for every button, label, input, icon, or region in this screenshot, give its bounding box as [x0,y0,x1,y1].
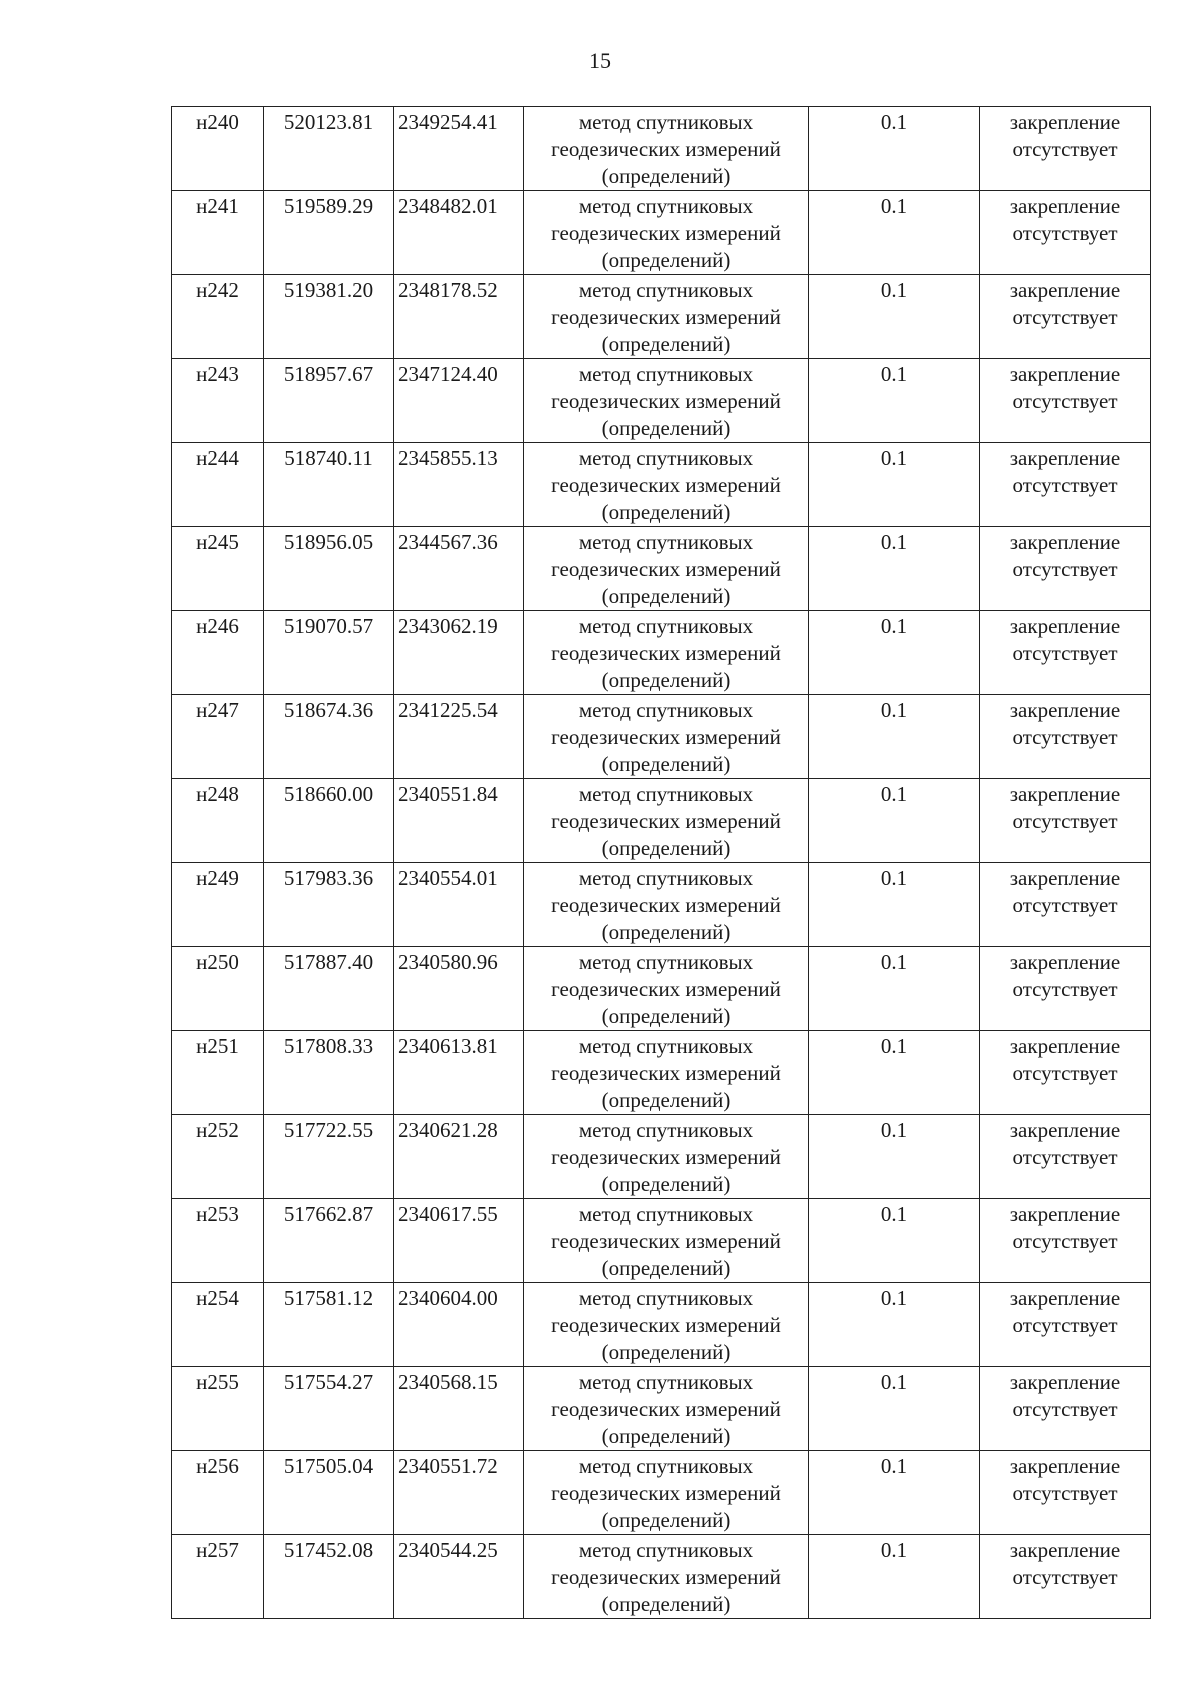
method-line: (определений) [601,668,731,692]
method-line: метод спутниковых [578,1118,754,1142]
fixing-cell [980,863,1151,947]
coordinates-table [171,106,1151,1619]
method-cell [524,1535,809,1619]
point-name-cell: н251 [172,1031,264,1115]
method-cell [524,1367,809,1451]
fixing-line: отсутствует [1012,137,1118,161]
point-name-cell: н252 [172,1115,264,1199]
fixing-cell [980,191,1151,275]
table-row [172,1199,1151,1283]
fixing-cell [980,1199,1151,1283]
table-row [172,1367,1151,1451]
accuracy-cell: 0.1 [809,611,980,695]
accuracy-cell: 0.1 [809,695,980,779]
method-cell [524,275,809,359]
x-coordinate-cell: 518957.67 [264,359,394,443]
fixing-line: закрепление [1009,530,1121,554]
point-name-cell: н256 [172,1451,264,1535]
point-name-cell: н245 [172,527,264,611]
method-line: (определений) [601,164,731,188]
fixing-line: отсутствует [1012,389,1118,413]
method-cell [524,1451,809,1535]
x-coordinate-cell: 517662.87 [264,1199,394,1283]
fixing-cell [980,947,1151,1031]
method-cell [524,1199,809,1283]
fixing-line: закрепление [1009,194,1121,218]
method-cell [524,611,809,695]
y-coordinate-cell: 2349254.41 [394,107,524,191]
x-coordinate-cell: 519589.29 [264,191,394,275]
method-cell [524,947,809,1031]
method-line: геодезических измерений [551,1481,781,1505]
fixing-line: закрепление [1009,866,1121,890]
point-name-cell: н254 [172,1283,264,1367]
method-line: метод спутниковых [578,1538,754,1562]
fixing-line: закрепление [1009,1538,1121,1562]
fixing-line: закрепление [1009,782,1121,806]
method-line: (определений) [601,1172,731,1196]
method-cell [524,1115,809,1199]
y-coordinate-cell: 2345855.13 [394,443,524,527]
point-name-cell: н242 [172,275,264,359]
method-line: метод спутниковых [578,194,754,218]
method-line: (определений) [601,584,731,608]
point-name-cell: н240 [172,107,264,191]
point-name-cell: н247 [172,695,264,779]
fixing-line: закрепление [1009,614,1121,638]
method-line: (определений) [601,500,731,524]
method-line: (определений) [601,248,731,272]
method-cell [524,359,809,443]
y-coordinate-cell: 2340580.96 [394,947,524,1031]
method-line: (определений) [601,416,731,440]
fixing-line: отсутствует [1012,1313,1118,1337]
method-line: геодезических измерений [551,1061,781,1085]
method-cell [524,107,809,191]
fixing-line: закрепление [1009,1202,1121,1226]
fixing-cell [980,527,1151,611]
fixing-line: закрепление [1009,1454,1121,1478]
accuracy-cell: 0.1 [809,1451,980,1535]
method-line: (определений) [601,836,731,860]
method-line: метод спутниковых [578,1202,754,1226]
x-coordinate-cell: 518956.05 [264,527,394,611]
x-coordinate-cell: 519070.57 [264,611,394,695]
method-line: метод спутниковых [578,866,754,890]
method-line: (определений) [601,920,731,944]
method-line: геодезических измерений [551,641,781,665]
y-coordinate-cell: 2340568.15 [394,1367,524,1451]
fixing-line: закрепление [1009,1118,1121,1142]
y-coordinate-cell: 2340604.00 [394,1283,524,1367]
fixing-line: отсутствует [1012,1061,1118,1085]
fixing-cell [980,611,1151,695]
fixing-cell [980,1451,1151,1535]
method-line: геодезических измерений [551,893,781,917]
fixing-line: закрепление [1009,1286,1121,1310]
x-coordinate-cell: 517808.33 [264,1031,394,1115]
fixing-line: закрепление [1009,362,1121,386]
method-line: (определений) [601,752,731,776]
fixing-line: закрепление [1009,110,1121,134]
y-coordinate-cell: 2340554.01 [394,863,524,947]
method-line: геодезических измерений [551,1229,781,1253]
x-coordinate-cell: 518674.36 [264,695,394,779]
accuracy-cell: 0.1 [809,947,980,1031]
fixing-cell [980,1535,1151,1619]
method-line: геодезических измерений [551,389,781,413]
method-line: (определений) [601,1508,731,1532]
fixing-line: отсутствует [1012,305,1118,329]
y-coordinate-cell: 2340551.72 [394,1451,524,1535]
accuracy-cell: 0.1 [809,527,980,611]
fixing-line: отсутствует [1012,557,1118,581]
fixing-cell [980,107,1151,191]
y-coordinate-cell: 2340551.84 [394,779,524,863]
method-line: геодезических измерений [551,1397,781,1421]
method-line: метод спутниковых [578,950,754,974]
method-line: геодезических измерений [551,557,781,581]
x-coordinate-cell: 517722.55 [264,1115,394,1199]
method-line: (определений) [601,1004,731,1028]
method-line: метод спутниковых [578,614,754,638]
method-cell [524,863,809,947]
table-row [172,863,1151,947]
point-name-cell: н255 [172,1367,264,1451]
method-line: метод спутниковых [578,530,754,554]
method-cell [524,527,809,611]
y-coordinate-cell: 2344567.36 [394,527,524,611]
method-cell [524,1283,809,1367]
table-row [172,611,1151,695]
table-row [172,695,1151,779]
accuracy-cell: 0.1 [809,863,980,947]
method-cell [524,443,809,527]
fixing-cell [980,779,1151,863]
accuracy-cell: 0.1 [809,779,980,863]
table-row [172,527,1151,611]
accuracy-cell: 0.1 [809,107,980,191]
method-line: геодезических измерений [551,809,781,833]
method-line: (определений) [601,1340,731,1364]
fixing-line: отсутствует [1012,1481,1118,1505]
method-line: геодезических измерений [551,221,781,245]
fixing-line: закрепление [1009,1034,1121,1058]
method-line: метод спутниковых [578,1454,754,1478]
method-line: геодезических измерений [551,725,781,749]
method-line: метод спутниковых [578,698,754,722]
fixing-cell [980,1283,1151,1367]
method-cell [524,1031,809,1115]
x-coordinate-cell: 520123.81 [264,107,394,191]
accuracy-cell: 0.1 [809,275,980,359]
x-coordinate-cell: 517452.08 [264,1535,394,1619]
point-name-cell: н257 [172,1535,264,1619]
x-coordinate-cell: 517887.40 [264,947,394,1031]
table-row [172,191,1151,275]
method-cell [524,191,809,275]
table-row [172,947,1151,1031]
fixing-cell [980,275,1151,359]
method-line: метод спутниковых [578,110,754,134]
point-name-cell: н250 [172,947,264,1031]
y-coordinate-cell: 2340621.28 [394,1115,524,1199]
accuracy-cell: 0.1 [809,1367,980,1451]
fixing-line: отсутствует [1012,1565,1118,1589]
y-coordinate-cell: 2347124.40 [394,359,524,443]
fixing-line: отсутствует [1012,1397,1118,1421]
table-row [172,1031,1151,1115]
method-line: (определений) [601,1256,731,1280]
accuracy-cell: 0.1 [809,1535,980,1619]
point-name-cell: н253 [172,1199,264,1283]
fixing-cell [980,1115,1151,1199]
fixing-line: отсутствует [1012,1229,1118,1253]
method-line: геодезических измерений [551,305,781,329]
method-line: геодезических измерений [551,1313,781,1337]
coordinates-table-body [172,107,1151,1619]
method-line: метод спутниковых [578,1034,754,1058]
fixing-line: отсутствует [1012,221,1118,245]
accuracy-cell: 0.1 [809,443,980,527]
method-line: метод спутниковых [578,278,754,302]
fixing-cell [980,695,1151,779]
method-line: метод спутниковых [578,782,754,806]
method-cell [524,695,809,779]
fixing-line: отсутствует [1012,725,1118,749]
point-name-cell: н241 [172,191,264,275]
accuracy-cell: 0.1 [809,191,980,275]
point-name-cell: н248 [172,779,264,863]
point-name-cell: н244 [172,443,264,527]
accuracy-cell: 0.1 [809,1031,980,1115]
fixing-cell [980,1367,1151,1451]
method-line: (определений) [601,1592,731,1616]
page-number: 15 [589,48,611,73]
y-coordinate-cell: 2348482.01 [394,191,524,275]
fixing-line: отсутствует [1012,809,1118,833]
method-line: геодезических измерений [551,137,781,161]
table-row [172,443,1151,527]
fixing-line: закрепление [1009,278,1121,302]
table-row [172,1535,1151,1619]
fixing-line: отсутствует [1012,641,1118,665]
accuracy-cell: 0.1 [809,359,980,443]
table-row [172,1451,1151,1535]
table-row [172,107,1151,191]
fixing-cell [980,359,1151,443]
x-coordinate-cell: 517581.12 [264,1283,394,1367]
y-coordinate-cell: 2340617.55 [394,1199,524,1283]
x-coordinate-cell: 517554.27 [264,1367,394,1451]
table-row [172,779,1151,863]
x-coordinate-cell: 517505.04 [264,1451,394,1535]
fixing-line: закрепление [1009,446,1121,470]
x-coordinate-cell: 517983.36 [264,863,394,947]
fixing-line: отсутствует [1012,473,1118,497]
table-row [172,275,1151,359]
point-name-cell: н243 [172,359,264,443]
method-line: геодезических измерений [551,473,781,497]
fixing-line: отсутствует [1012,893,1118,917]
accuracy-cell: 0.1 [809,1199,980,1283]
y-coordinate-cell: 2348178.52 [394,275,524,359]
method-line: геодезических измерений [551,1145,781,1169]
method-line: метод спутниковых [578,1286,754,1310]
y-coordinate-cell: 2340544.25 [394,1535,524,1619]
method-line: (определений) [601,332,731,356]
point-name-cell: н246 [172,611,264,695]
table-row [172,1115,1151,1199]
fixing-cell [980,1031,1151,1115]
method-line: метод спутниковых [578,1370,754,1394]
x-coordinate-cell: 519381.20 [264,275,394,359]
accuracy-cell: 0.1 [809,1283,980,1367]
y-coordinate-cell: 2341225.54 [394,695,524,779]
y-coordinate-cell: 2343062.19 [394,611,524,695]
method-line: метод спутниковых [578,446,754,470]
x-coordinate-cell: 518740.11 [264,443,394,527]
fixing-line: закрепление [1009,698,1121,722]
method-line: (определений) [601,1424,731,1448]
fixing-line: закрепление [1009,1370,1121,1394]
method-line: (определений) [601,1088,731,1112]
table-row [172,1283,1151,1367]
method-line: геодезических измерений [551,1565,781,1589]
accuracy-cell: 0.1 [809,1115,980,1199]
method-line: геодезических измерений [551,977,781,1001]
method-line: метод спутниковых [578,362,754,386]
point-name-cell: н249 [172,863,264,947]
table-row [172,359,1151,443]
fixing-line: отсутствует [1012,1145,1118,1169]
fixing-line: закрепление [1009,950,1121,974]
fixing-line: отсутствует [1012,977,1118,1001]
x-coordinate-cell: 518660.00 [264,779,394,863]
fixing-cell [980,443,1151,527]
y-coordinate-cell: 2340613.81 [394,1031,524,1115]
method-cell [524,779,809,863]
